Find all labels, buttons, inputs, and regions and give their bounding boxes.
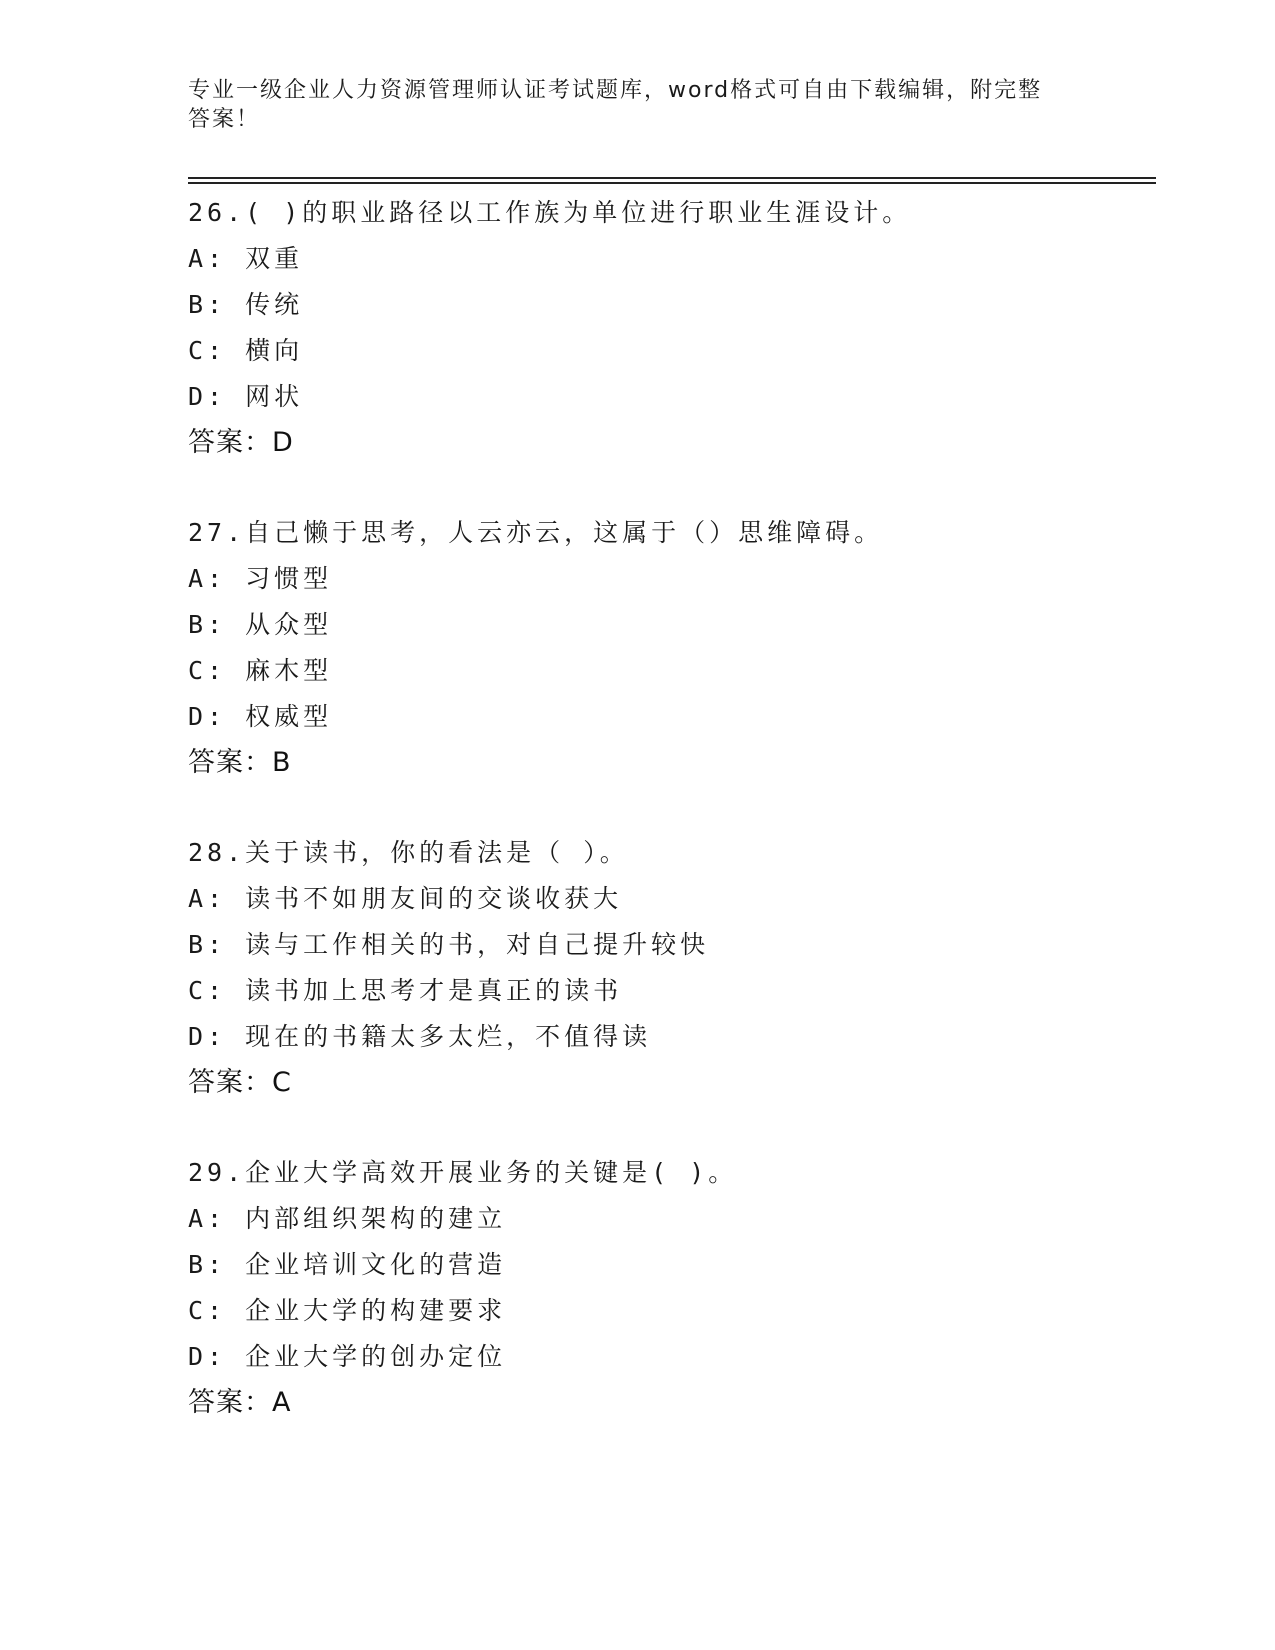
option-a: A: 读书不如朋友间的交谈收获大 xyxy=(188,884,623,913)
option-b: B: 传统 xyxy=(188,290,304,319)
option-d: D: 现在的书籍太多太烂，不值得读 xyxy=(188,1022,652,1051)
header-line-2: 答案！ xyxy=(188,107,261,132)
question-stem: 27.自己懒于思考，人云亦云，这属于（）思维障碍。 xyxy=(188,518,884,547)
document-header xyxy=(188,76,1068,134)
answer-line: 答案：B xyxy=(188,747,292,778)
option-a: A: 习惯型 xyxy=(188,564,333,593)
answer-line: 答案：C xyxy=(188,1067,292,1098)
header-divider-bottom xyxy=(188,182,1156,184)
option-a: A: 内部组织架构的建立 xyxy=(188,1204,507,1233)
header-divider-top xyxy=(188,177,1156,179)
question-stem: 29.企业大学高效开展业务的关键是( )。 xyxy=(188,1158,738,1187)
option-c: C: 企业大学的构建要求 xyxy=(188,1296,507,1325)
answer-line: 答案：A xyxy=(188,1387,292,1418)
question-26 xyxy=(188,190,1148,510)
option-b: B: 从众型 xyxy=(188,610,333,639)
option-c: C: 麻木型 xyxy=(188,656,333,685)
question-list xyxy=(188,190,1148,1470)
option-b: B: 企业培训文化的营造 xyxy=(188,1250,507,1279)
question-29 xyxy=(188,1150,1148,1470)
question-stem: 26.( )的职业路径以工作族为单位进行职业生涯设计。 xyxy=(188,198,912,227)
option-d: D: 权威型 xyxy=(188,702,333,731)
option-c: C: 读书加上思考才是真正的读书 xyxy=(188,976,623,1005)
option-d: D: 企业大学的创办定位 xyxy=(188,1342,507,1371)
option-d: D: 网状 xyxy=(188,382,304,411)
answer-line: 答案：D xyxy=(188,427,294,458)
option-c: C: 横向 xyxy=(188,336,304,365)
question-27 xyxy=(188,510,1148,830)
header-line-1: 专业一级企业人力资源管理师认证考试题库，word格式可自由下载编辑，附完整 xyxy=(188,78,1043,103)
option-a: A: 双重 xyxy=(188,244,304,273)
option-b: B: 读与工作相关的书，对自己提升较快 xyxy=(188,930,710,959)
question-28 xyxy=(188,830,1148,1150)
question-stem: 28.关于读书，你的看法是（ ）。 xyxy=(188,838,629,867)
